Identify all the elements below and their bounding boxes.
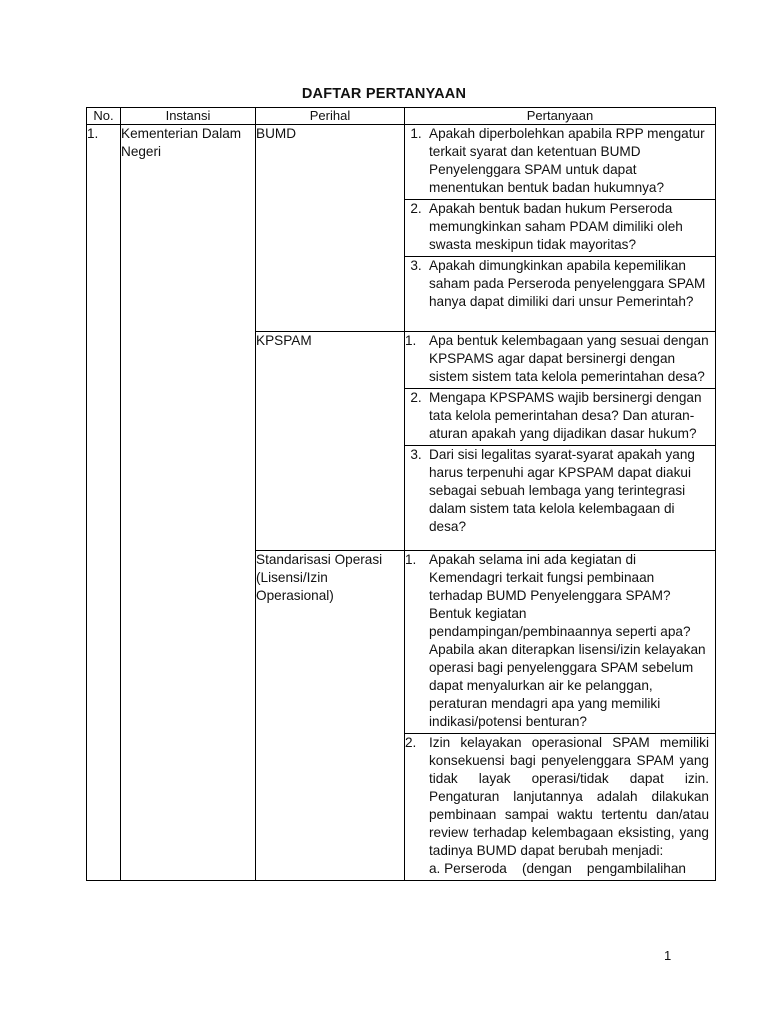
- question-text: Mengapa KPSPAMS wajib bersinergi dengan tata kelola pemerintahan desa? Dan aturan-aturan apakah yang dijadikan dasar hukum?: [429, 390, 702, 441]
- question-text: Apakah diperbolehkan apabila RPP mengatur terkait syarat dan ketentuan BUMD Penyelenggara SPAM untuk dapat menentukan bentuk badan hukumnya?: [429, 126, 705, 195]
- question-number: 2.: [405, 735, 417, 750]
- question-number: 3.: [410, 447, 422, 462]
- perihal-standarisasi: Standarisasi Operasi (Lisensi/Izin Operasional): [256, 551, 405, 881]
- question-item: [405, 734, 715, 880]
- question-number: 2.: [410, 390, 422, 405]
- questions-table: [86, 107, 716, 881]
- question-number: 2.: [410, 201, 422, 216]
- question-number: 3.: [410, 258, 422, 273]
- question-item: [405, 200, 715, 257]
- question-text: Dari sisi legalitas syarat-syarat apakah yang harus terpenuhi agar KPSPAM dapat diakui sebagai sebuah lembaga yang terintegrasi dalam sistem tata kelola kelembagaan di desa?: [429, 447, 695, 534]
- row-number: 1.: [87, 125, 121, 881]
- table-header-row: [87, 108, 716, 125]
- question-number: 1.: [405, 552, 417, 567]
- header-perihal: Perihal: [256, 108, 405, 125]
- question-text: Apa bentuk kelembagaan yang sesuai dengan KPSPAMS agar dapat bersinergi dengan sistem sistem tata kelola pemerintahan desa?: [429, 333, 709, 384]
- table-row: [87, 125, 716, 332]
- perihal-bumd: BUMD: [256, 125, 405, 332]
- question-text: Apakah dimungkinkan apabila kepemilikan saham pada Perseroda penyelenggara SPAM hanya dapat dimiliki dari unsur Pemerintah?: [429, 258, 706, 309]
- header-instansi: Instansi: [121, 108, 256, 125]
- question-text: Apakah bentuk badan hukum Perseroda memungkinkan saham PDAM dimiliki oleh swasta meskipun tidak mayoritas?: [429, 201, 683, 252]
- question-item: [405, 389, 715, 446]
- question-item: [405, 257, 715, 331]
- header-no: No.: [87, 108, 121, 125]
- perihal-kpspam: KPSPAM: [256, 332, 405, 551]
- page-number: 1: [664, 948, 672, 963]
- questions-standarisasi: [405, 551, 716, 881]
- header-pertanyaan: Pertanyaan: [405, 108, 716, 125]
- questions-kpspam: [405, 332, 716, 551]
- question-number: 1.: [410, 126, 422, 141]
- question-text: Izin kelayakan operasional SPAM memiliki konsekuensi bagi penyelenggara SPAM yang tidak layak operasi/tidak dapat izin. Pengaturan lanjutannya adalah dilakukan pembinaan sampai waktu tertentu dan/atau review terhadap kelembagaan eksisting, yang tadinya BUMD dapat berubah menjadi:: [429, 735, 709, 858]
- question-subitem: a. Perseroda (dengan pengambilalihan: [429, 861, 686, 876]
- question-item: [405, 125, 715, 200]
- question-text: Apakah selama ini ada kegiatan di Kemendagri terkait fungsi pembinaan terhadap BUMD Penyelenggara SPAM? Bentuk kegiatan pendampingan/pembinaannya seperti apa? Apabila akan diterapkan lisensi/izin kelayakan operasi bagi penyelenggara SPAM sebelum dapat menyalurkan air ke pelanggan, peraturan mendagri apa yang memiliki indikasi/potensi benturan?: [429, 552, 706, 729]
- question-item: [405, 332, 715, 389]
- question-number: 1.: [405, 333, 417, 348]
- question-item: [405, 551, 715, 734]
- instansi-cell: Kementerian Dalam Negeri: [121, 125, 256, 881]
- questions-bumd: [405, 125, 716, 332]
- question-item: [405, 446, 715, 550]
- document-title: DAFTAR PERTANYAAN: [301, 86, 467, 102]
